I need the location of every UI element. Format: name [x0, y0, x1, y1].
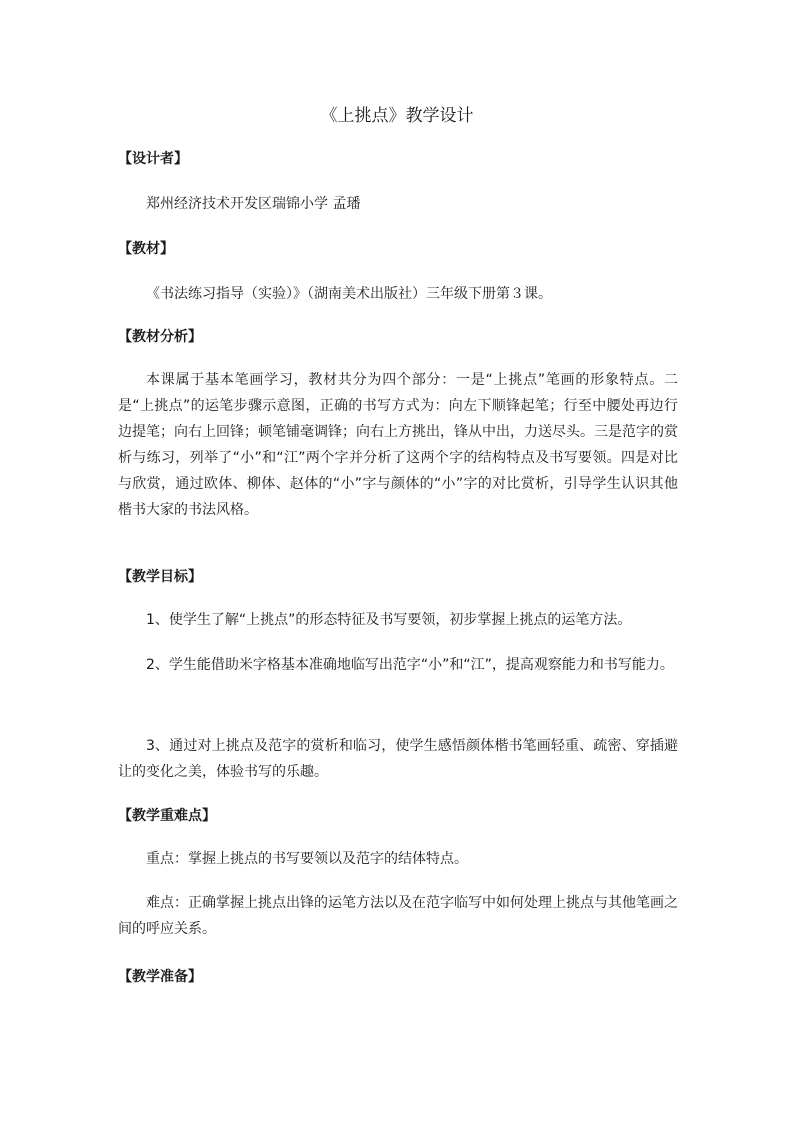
- key-point-difficulty: 难点：正确掌握上挑点出锋的运笔方法以及在范字临写中如何处理上挑点与其他笔画之间的呼应关系。: [118, 895, 678, 937]
- heading-preparation: 【教学准备】: [118, 969, 202, 985]
- key-point-focus: 重点：掌握上挑点的书写要领以及范字的结体特点。: [146, 851, 468, 867]
- goal-item-1: 1、使学生了解“上挑点”的形态特征及书写要领，初步掌握上挑点的运笔方法。: [146, 612, 632, 628]
- designer-text: 郑州经济技术开发区瑞锦小学 孟璠: [146, 196, 361, 212]
- heading-textbook: 【教材】: [118, 241, 174, 257]
- heading-goals: 【教学目标】: [118, 569, 202, 585]
- document-title: 《上挑点》教学设计: [320, 106, 474, 126]
- heading-key-points: 【教学重难点】: [118, 808, 216, 824]
- heading-designer: 【设计者】: [118, 151, 188, 167]
- analysis-text: 本课属于基本笔画学习，教材共分为四个部分：一是“上挑点”笔画的形象特点。二是“上挑点”的运笔步骤示意图，正确的书写方式为：向左下顺锋起笔；行至中腰处再边行边提笔；向右上回锋；顿笔铺毫调锋；向右上方挑出，锋从中出，力送尽头。三是范字的赏析与练习，列举了“小”和“江”两个字并分析了这两个字的结构特点及书写要领。四是对比与欣赏，通过欧体、柳体、赵体的“小”字与颜体的“小”字的对比赏析，引导学生认识其他楷书大家的书法风格。: [118, 372, 678, 518]
- heading-analysis: 【教材分析】: [118, 329, 202, 345]
- goal-item-3: 3、通过对上挑点及范字的赏析和临习，使学生感悟颜体楷书笔画轻重、疏密、穿插避让的变化之美，体验书写的乐趣。: [118, 738, 678, 780]
- goal-item-2: 2、学生能借助米字格基本准确地临写出范字“小”和“江”，提高观察能力和书写能力。: [146, 657, 674, 673]
- textbook-text: 《书法练习指导（实验）》（湖南美术出版社）三年级下册第３课。: [146, 286, 552, 302]
